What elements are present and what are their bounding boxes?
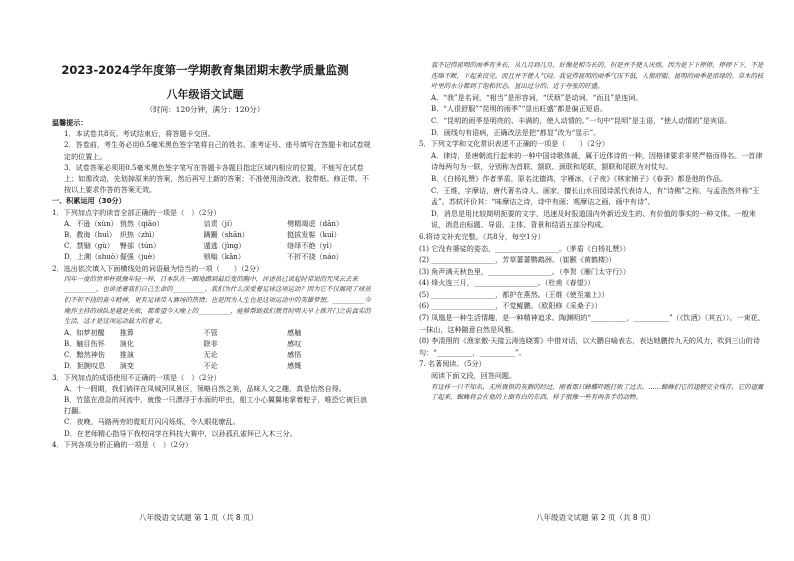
q2-option-d: D．扼腕叹息 演变 不论 感慨 (64, 361, 302, 371)
notice-1: 1．本试卷共8页。考试结束后，将答题卡交回。 (64, 129, 215, 139)
q6-item-1: (1) 它没有婆娑的姿态，__________________。（茅盾《白杨礼赞》） (419, 243, 630, 253)
q1-option-d: D．上溯（shuò） 倔强（juè） 锁嗡（kǎn） 不折不挠（náo） (64, 252, 343, 262)
question-3: 3．下列加点的成语使用不正确的一项是（ ）（2分） (52, 372, 221, 382)
q1-option-b: B．教诲（huì） 炽热（zhì） 蹒跚（shān） 挺拔发髻（kuì） (64, 230, 341, 240)
q5-option-c: C．王维，字摩诘，唐代著名诗人、画家，擅长山水田园诗派代表诗人，有“诗佛”之称，与孟浩然并称“王孟”。苏轼评价其：“味摩诘之诗，诗中有画；观摩诘之画，画中有诗”。 (431, 185, 760, 207)
q1-option-a: A．不逊（xùn） 悄然（qiāo） 诘责（jí） 劈精竭虑（dān） (64, 218, 344, 228)
q4-option-b: B．“人很舒服”“昆明的雨季”“显出旺盛”都是偏正短语。 (431, 104, 607, 114)
q6-item-7: (7) 凤凰是一种生活情趣，是一种精神追求。陶渊明的“__________，__________”（《饮酒》（其五））。一束花，一抹山，这种随意自然是风雅。 (419, 313, 765, 334)
question-2: 2．选出依次填入下面横线处的词语最为恰当的一项（ ）（2分） (52, 263, 264, 273)
time-score: （时间：120分钟，满分：120分） (145, 105, 265, 114)
exam-page-2 (397, 0, 794, 561)
q2-option-a: A．如梦初醒 推算 不管 感触 (64, 327, 302, 337)
notice-3: 3．试卷答案必须用0.5毫米黑色签字笔写在答题卡各题目指定区域内相应的位置，不能写在试卷上；如需改动，先划掉原来的答案，然后再写上新的答案；不准使用涂改液、胶带纸、修正带。不按以上要求作答的答案无效。 (64, 162, 370, 195)
q4-option-a: A．“我”是名词，“相当”是形容词，“厌烦”是动词，“而且”是连词。 (431, 92, 643, 102)
question-5: 5．下列文学和文化常识表述不正确的一项是（ ）（2分） (419, 139, 609, 149)
q2-option-c: C．黯然神伤 推演 无论 感悟 (64, 350, 302, 360)
question-1: 1．下列加点字的读音全部正确的一项是（ ）（2分） (52, 207, 221, 217)
q4-passage: 我不记得昆明的雨季有多长，从几月到几月，好像是相当长的。但是并不使人厌烦。因为是下下停停，停停下下，不是连绵不断，下起来没完。而且并不使人气闷。我觉得昆明的雨季气压不低，人很舒服。昆明的雨季是浓绿的。草木的枝叶里的水分都到了饱和状态，显出过分的、近于夸张的旺盛。 (431, 61, 764, 91)
q1-option-c: C．禁锢（gù） 臀部（tún） 遁逃（jìng） 络绎不绝（yì） (64, 241, 337, 251)
q3-option-d: D．在老师精心指导下我校同学在科技大赛中，以孙孤孔雀拜已入木三分。 (64, 428, 297, 438)
q4-option-d: D．画线句有语病，正确改法是把“都显”改为“显示”。 (431, 127, 601, 137)
q2-option-b: B．触目伤怀 演化 除非 感叹 (64, 339, 302, 349)
q4-option-c: C．“昆明的雨季是明亮的、丰满的，使人动情的。”一句中“昆明”是主语，“使人动情的”是宾语。 (431, 115, 732, 125)
q5-option-d: D．消息是用比较简明扼要的文字，迅速及时报道国内外新近发生的、有价值的事实的一种文体。一般来说，消息由标题、导语、主体、背景和结语五部分构成。 (431, 208, 756, 230)
page2-body (419, 60, 767, 403)
q7-passage: 有这样一只不知名、无所畏惧的灰鹅的经过，刚看那只蜂蝶吓跑打败了过去。……蜘蛛们它的翅膀完全残存，它的翅翼了起来，蜘蛛将会在他的上面有白的东西，样子很像一些有两条手的动物。 (431, 382, 764, 402)
q3-option-a: A．十一假期，我们徜徉在凤城河风景区，领略自然之美，品味人文之趣，真是怡然自得。 (64, 383, 346, 393)
notice-2: 2．答卷前，考生务必用0.5毫米黑色签字笔将自己的姓名、准考证号、座号填写在答题卡和试卷规定的位置上。 (64, 140, 371, 161)
q3-option-b: B．竹篮在澄急的河流中，就像一只漂浮于水面的甲虫，船工小心翼翼地掌着舵子，唯恐它被巨浪打翻。 (64, 395, 368, 416)
q6-item-5: (5) __________________，都护在燕然。（王维《使至塞上》） (419, 289, 609, 299)
q7-instruction: 阅读下面文段，回答问题。 (431, 371, 517, 381)
q5-option-a: A．律诗，是唐朝流行起来的一种中国诗歌体裁，属于近体诗的一种，因格律要求非常严格而得名。一首律诗每两句为一联，分别称为首联、颔联、颈联和尾联，颔联和尾联为对仗句。 (431, 150, 763, 172)
page-2-footer: 八年级语文试题 第 2 页（共 8 页） (536, 513, 655, 522)
page1-body (52, 117, 374, 450)
question-7: 7. 名著阅读。（5分） (419, 359, 486, 369)
exam-title: 2023-2024学年度第一学期教育集团期末教学质量监测 (61, 63, 349, 77)
question-4: 4．下列各项分析正确的一项是（ ）（2分） (52, 439, 193, 449)
question-6: 6.将诗文补充完整。（共8分，每空1分） (419, 231, 545, 241)
q5-option-b: B．《白杨礼赞》作者茅盾，原名沈德鸿，字雁冰，《子夜》《林家铺子》《春蚕》都是他的作品。 (431, 173, 728, 183)
q3-option-c: C．夜晚，马路两旁的霓虹灯闪闪烁烁，令人眼花缭乱。 (64, 417, 240, 427)
q2-passage: 四年一度的世界杯就像年轻一样，日本队在一圈地踢到最后变的胸中，评述员已说起时常说的咒风云去来__________，也讲述着我们自己生命的__________。我们为什么深爱着足球这项运动？因为它不仅展现了球员们不折不挠的奋斗精神，更有足球带入赛场的热情；也是因为人生也是这项运动中的英雄梦想。__________今晚作主持的球队是越是失败，都希望今天晚上的__________，能够帮助我们教育时明天早上推开门之前真实的生活，这才是这项运动最大的意义。 (64, 274, 371, 326)
q6-item-4: (4) 烽火连三月，__________________。（杜甫《春望》） (419, 278, 595, 288)
q6-item-2: (2) __________________，芳草萋萋鹦鹉洲。（崔颢《黄鹤楼》） (419, 255, 616, 265)
q6-item-8: (8) 李清照的《渔家傲·天接云涛连晓雾》中借对话，以大鹏自喻表志，表达她鹏抟九天的风力，吹到三山的诗句：“__________，__________”。 (419, 336, 760, 357)
exam-subject: 八年级语文试题 (166, 88, 244, 101)
q6-item-3: (3) 角声满天秋色里，__________________。（李贺《雁门太守行》） (419, 266, 630, 276)
page-1-footer: 八年级语文试题 第 1 页（共 8 页） (139, 513, 258, 522)
q6-item-6: (6) __________________，不觉鲲鹏。（欧阳修《采桑子》） (419, 301, 602, 311)
notice-title: 温馨提示： (52, 118, 88, 127)
section-1-title: 一、积累运用（30分） (52, 196, 126, 206)
